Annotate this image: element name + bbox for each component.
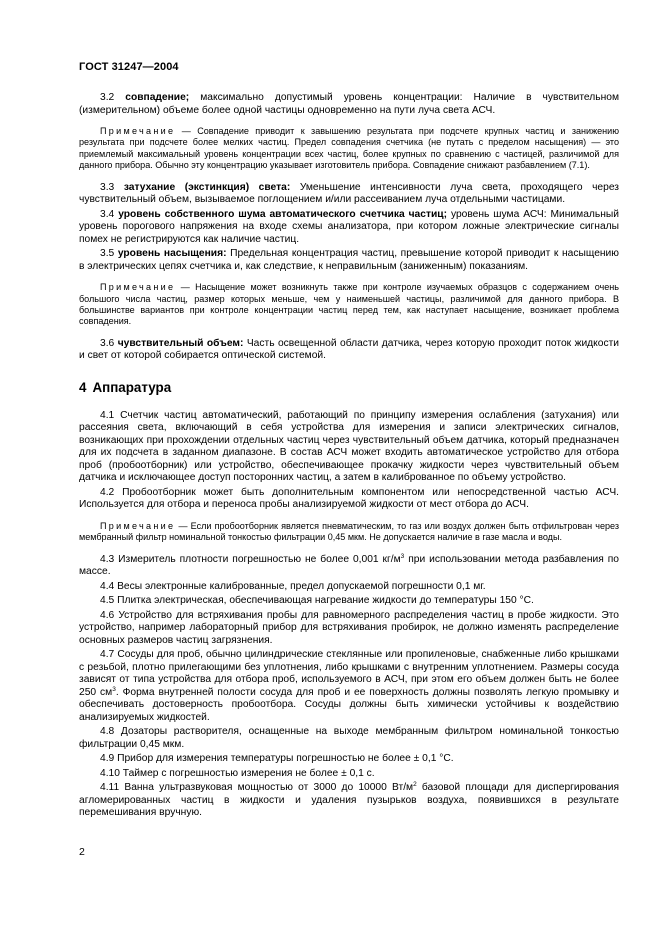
definition-text: уровень шума АСЧ: Минимальный уровень порогового напряжения на входе схемы анализатора, при котором ложные электрические сигналы помех не регистрируются как наличие частиц. (79, 208, 619, 245)
page-number: 2 (79, 846, 85, 858)
clause-number: 3.4 (100, 208, 115, 220)
clause-number: 3.5 (100, 248, 115, 260)
note-text: Если пробоотборник является пневматическим, то газ или воздух должен быть отфильтрован через мембранный фильтр номинальной тонкостью фильтрации 0,45 мкм. Не допускается наличие в газе масла и воды. (79, 520, 619, 543)
note-dash: — (175, 126, 198, 136)
clause-number: 3.3 (100, 181, 115, 193)
note-label: Примечание (100, 520, 176, 531)
clause-text: . Форма внутренней полости сосуда для проб и ее поверхность должны позволять легкую промывку и обеспечивать достоверность пробоотбора. Сосуды должны быть химически устойчивы к воздействию анализируемых жидкостей. (79, 686, 620, 723)
definition-3-3 (79, 182, 619, 207)
superscript: 3 (112, 685, 116, 693)
note-saturation (79, 282, 619, 328)
definition-3-2 (79, 92, 619, 117)
term: совпадение; (125, 92, 190, 103)
term: уровень насыщения: (117, 248, 227, 260)
note-dash: — (175, 520, 191, 531)
note-text: Насыщение может возникнуть также при контроле изучаемых образцов с содержанием очень большого числа частиц, размер которых меньше, чем у наименьшей частицы, различимой для данного прибора. В большинстве вариантов при контроле концентрации частиц перед тем, как наступает насыщение, возникает проблема совпадения. (79, 282, 619, 327)
clause-4-8: 4.8 Дозаторы растворителя, оснащенные на выходе мембранным фильтром номинальной тонкостью фильтрации 0,45 мкм. (79, 726, 619, 750)
definition-text: Часть освещенной области датчика, через которую проходит поток жидкости и свет от которой собирается оптической системой. (79, 337, 619, 362)
note-text: Совпадение приводит к завышению результата при подсчете крупных частиц и занижению результата при подсчете более мелких частиц. Предел совпадения счетчика (не путать с пределом насыщения) — это приемлемый максимальный уровень концентрации всех частиц, более крупных по сравнению с частицей, различимой для данного прибора. Обычно эту концентрацию указывает изготовитель прибора. Совпадение снижают разбавлением (7.1). (79, 126, 619, 171)
superscript: 3 (400, 552, 405, 560)
definition-3-4 (79, 209, 619, 247)
term: затухание (экстинкция) света: (123, 181, 291, 193)
clause-4-10: 4.10 Таймер с погрешностью измерения не более ± 0,1 с. (100, 767, 375, 779)
term: чувствительный объем: (117, 337, 244, 349)
clause-4-2: 4.2 Пробоотборник может быть дополнительным компонентом или непосредственной частью АСЧ. Используется для отбора и переноса пробы анализируемой жидкости от мест отбора до АСЧ. (79, 486, 619, 511)
note-dash: — (175, 282, 196, 293)
clause-number: 3.6 (100, 337, 115, 349)
section-4-heading (79, 380, 619, 396)
section-number: 4 (79, 379, 87, 395)
note-coincidence (79, 126, 619, 172)
clause-text: при использовании метода разбавления по массе. (79, 553, 619, 578)
clause-4-11 (79, 782, 619, 820)
definition-3-6 (79, 338, 619, 363)
note-label: Примечание (100, 282, 176, 293)
clause-4-6: 4.6 Устройство для встряхивания пробы для равномерного распределения частиц в пробе жидкости. Это устройство, например лабораторный прибор для встряхивания пробирок, не должно изменять распределение основных размеров частиц загрязнения. (79, 609, 619, 646)
definition-text: максимально допустимый уровень концентрации: Наличие в чувствительном (измерительном) объеме более одной частицы одновременно на пути луча света АСЧ. (79, 92, 619, 116)
clause-number: 3.2 (100, 92, 115, 103)
clause-4-3 (79, 554, 619, 579)
section-title: Аппаратура (92, 379, 172, 395)
clause-4-7 (79, 649, 619, 724)
clause-4-5: 4.5 Плитка электрическая, обеспечивающая нагревание жидкости до температуры 150 °С. (100, 595, 534, 607)
definition-text: Предельная концентрация частиц, превышение которой приводит к насыщению в электрических цепях счетчика и, как следствие, к неправильным (заниженным) показаниям. (79, 248, 619, 272)
clause-text: 4.11 Ванна ультразвуковая мощностью от 3000 до 10000 Вт/м (100, 782, 414, 794)
clause-4-1: 4.1 Счетчик частиц автоматический, работающий по принципу измерения ослабления (затухания) или рассеяния света, включающий в себя устройства для измерения и записи электрических сигналов, возникающих при прохождении отдельных частиц через чувствительный объем датчика, который предназначен для их подсчета в заданном диапазоне. В состав АСЧ может входить автоматическое устройство для отбора проб (пробоотборник) или устройство, обеспечивающее прокачку жидкости через чувствительный объем датчика и исключающее доступ посторонних частиц, а затем в калиброванное по объему устройство. (79, 409, 619, 484)
term: уровень собственного шума автоматического счетчика частиц; (118, 208, 447, 220)
document-page (79, 60, 619, 820)
standard-code: ГОСТ 31247—2004 (79, 61, 179, 73)
clause-text: 4.3 Измеритель плотности погрешностью не более 0,001 кг/м (100, 553, 401, 565)
clause-4-9: 4.9 Прибор для измерения температуры погрешностью не более ± 0,1 °С. (100, 753, 454, 765)
clause-text: базовой площади для диспергирования агломерированных частиц в жидкости и удаления пузырьков воздуха, появившихся в результате перемешивания вручную. (79, 782, 619, 819)
superscript: 2 (413, 781, 417, 789)
clause-text: 4.7 Сосуды для проб, обычно цилиндрические стеклянные или пропиленовые, снабженные либо крышками с резьбой, плотно прилегающими без уплотнения, либо крышками с внутренним уплотнением. Размеры сосуда зависят от типа устройства для отбора проб, используемого в АСЧ, при этом его объем должен быть не более 250 см (79, 649, 619, 698)
note-sampler (79, 521, 619, 544)
note-label: Примечание (100, 126, 176, 136)
page-header (79, 60, 619, 74)
definition-text: Уменьшение интенсивности луча света, проходящего через чувствительный объем, вызываемое поглощением и/или рассеиванием луча отдельными частицами. (79, 181, 619, 206)
clause-4-4: 4.4 Весы электронные калиброванные, предел допускаемой погрешности 0,1 мг. (100, 580, 486, 592)
definition-3-5 (79, 248, 619, 273)
